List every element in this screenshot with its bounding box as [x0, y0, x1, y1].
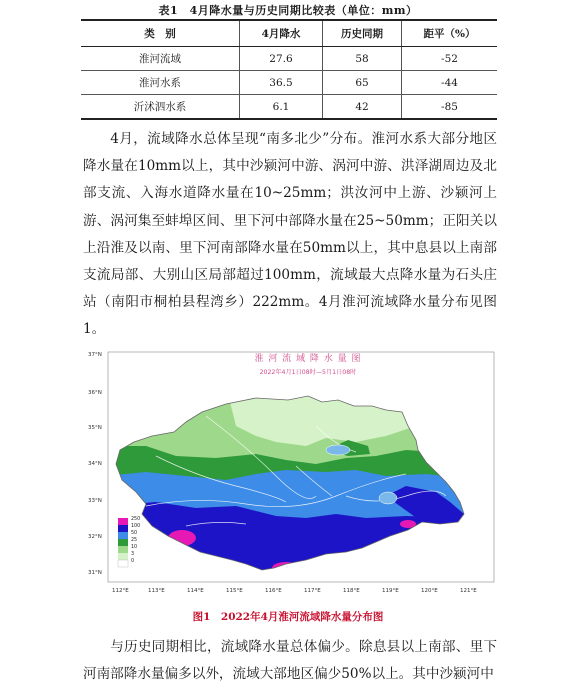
- legend-label: 100: [131, 524, 141, 529]
- lat-label: 33°N: [88, 498, 102, 504]
- lat-label: 35°N: [88, 425, 102, 431]
- cell-category: 沂沭泗水系: [81, 95, 240, 120]
- lat-label: 36°N: [88, 390, 102, 396]
- lon-label: 113°E: [148, 588, 165, 594]
- lat-label: 32°N: [88, 534, 102, 540]
- cell-category: 淮河水系: [81, 71, 240, 95]
- header-april: 4月降水: [240, 20, 323, 47]
- table-row: [81, 71, 497, 95]
- precipitation-map: [86, 346, 496, 594]
- table-row: [81, 47, 497, 71]
- header-category: 类 别: [81, 20, 240, 47]
- cell-history: 42: [323, 95, 402, 120]
- figure-caption: 图1 2022年4月淮河流域降水量分布图: [192, 611, 384, 623]
- cell-anomaly: -85: [402, 95, 498, 120]
- precipitation-table: [81, 19, 497, 120]
- lon-label: 114°E: [187, 588, 204, 594]
- legend-label: 3: [131, 552, 135, 557]
- cell-history: 58: [323, 47, 402, 71]
- legend-swatch: [118, 532, 128, 539]
- cell-anomaly: -44: [402, 71, 498, 95]
- legend-swatch: [118, 546, 128, 553]
- table-row: [81, 95, 497, 120]
- map-title: 淮 河 流 域 降 水 量 图: [254, 354, 362, 364]
- legend-label: 10: [131, 545, 138, 550]
- lat-label: 31°N: [88, 570, 102, 576]
- legend-swatch: [118, 539, 128, 546]
- legend-label: 25: [131, 538, 138, 543]
- lon-label: 119°E: [382, 588, 399, 594]
- body-paragraph: 4月，流域降水总体呈现“南多北少”分布。淮河水系大部分地区降水量在10mm以上，其中沙颍河中游、涡河中游、洪泽湖周边及北部支流、入海水道降水量在10~25mm；洪汝河中上游、沙颍河上游、涡河集至蚌埠区间、里下河中部降水量在25~50mm；正阳关以上沿淮及以南、里下河南部降水量在50mm以上，其中息县以上南部支流局部、大别山区局部超过100mm，流域最大点降水量为石头庄站（南阳市桐柏县程湾乡）222mm。4月淮河流域降水量分布见图1。: [83, 131, 497, 338]
- lon-label: 112°E: [112, 588, 129, 594]
- longitude-axis: [112, 588, 477, 594]
- lon-label: 120°E: [421, 588, 438, 594]
- cell-anomaly: -52: [402, 47, 498, 71]
- legend-label: 50: [131, 531, 138, 536]
- body-paragraph: 与历史同期相比，流域降水量总体偏少。除息县以上南部、里下河南部降水量偏多以外，流域大部地区偏少50%以上。其中沙颍河中: [83, 639, 497, 683]
- lat-label: 37°N: [88, 352, 102, 358]
- lat-label: 34°N: [88, 461, 102, 467]
- lake-hongze: [379, 492, 397, 504]
- legend-label: 250: [131, 517, 141, 522]
- legend-swatch: [118, 560, 128, 567]
- cell-april: 6.1: [240, 95, 323, 120]
- lon-label: 117°E: [304, 588, 321, 594]
- lon-label: 116°E: [265, 588, 282, 594]
- cell-category: 淮河流域: [81, 47, 240, 71]
- map-subtitle: 2022年4月1日08时—5月1日08时: [259, 369, 357, 376]
- lon-label: 121°E: [460, 588, 477, 594]
- header-anomaly: 距平（%）: [402, 20, 498, 47]
- legend-swatch: [118, 518, 128, 525]
- legend-swatch: [118, 525, 128, 532]
- legend-swatch: [118, 553, 128, 560]
- table-caption: 表1 4月降水量与历史同期比较表（单位：mm）: [158, 4, 418, 17]
- cell-history: 65: [323, 71, 402, 95]
- lon-label: 118°E: [343, 588, 360, 594]
- lon-label: 115°E: [226, 588, 243, 594]
- cell-april: 27.6: [240, 47, 323, 71]
- header-history: 历史同期: [323, 20, 402, 47]
- table-header-row: [81, 20, 497, 47]
- cell-april: 36.5: [240, 71, 323, 95]
- legend-label: 0: [131, 559, 135, 564]
- lake-nansi: [326, 445, 350, 455]
